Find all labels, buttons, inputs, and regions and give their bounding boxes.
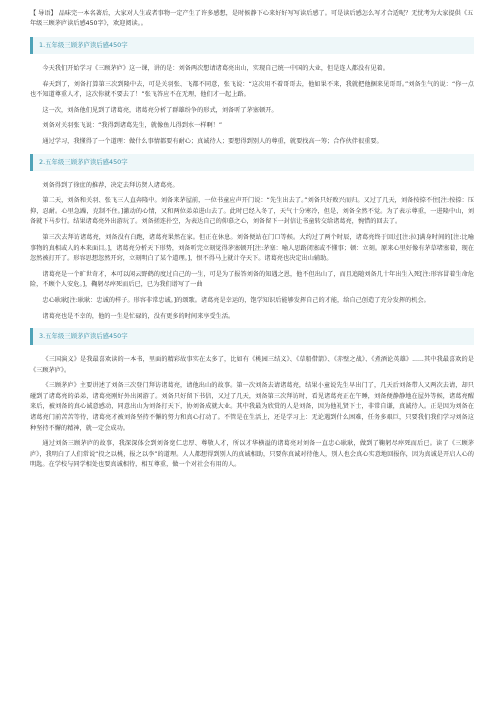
paragraph: 今天我们开始学习《三顾茅庐》这一课，讲的是：刘备两次想请诸葛亮出山，实现自己统一中国的大业，但是连人都没有见着。 — [42, 65, 389, 72]
paragraph: 春天到了，刘备打算第三次到隆中去，可是关羽张、飞都不同意，张飞说：“这次用不着哥哥去，他如果不来，我就把他捆来见哥哥。”刘备生气的说：“你一点也不知道尊重人才，这次你就不要去了！”张飞答应不在无理，他们才一起上路。 — [30, 80, 474, 99]
section-title: 1.五年级三顾茅庐读后感450字 — [30, 37, 474, 54]
paragraph: 忠心耿耿[注:耿耿：忠诚的样子。形容非常忠诚。]的颂歌。诸葛亮是幸运的，饱学知识后能够发挥自己的才能，给自己创造了充分发挥的机会。 — [42, 296, 430, 304]
section-title: 3.五年级三顾茅庐读后感450字 — [30, 328, 474, 345]
section-3 — [30, 328, 474, 471]
paragraph: 通过刘备三顾茅庐的故事，我深深体会到刘备宽仁忠厚、尊敬人才，所以才华横溢的诸葛亮对刘备一直忠心耿耿，做到了鞠躬尽瘁死而后已。读了《三顾茅庐》，我明白了人们常说“投之以桃，报之以李”的道理。人人都想得到别人的真诚相助，只要你真诚对待他人，别人也会真心实意地回报你，因为真诚是开启人心的明匙。在学校与同学相处也要真诚相待，相互尊重，做一个对社会有用的人。 — [30, 440, 474, 469]
paragraph: 通过学习，我懂得了一个道理：做什么事情都要有耐心；真诚待人；要想得到别人的尊重，就要找高一筹；合作伙伴很重要。 — [42, 137, 383, 145]
paragraph: 《三顾茅庐》主要讲述了刘备三次登门拜访诸葛亮，请他出山的故事。第一次刘备去请诸葛亮，结果小童说先生早出门了，几天后刘备带人又两次去请，却只碰到了诸葛亮的弟弟，诸葛亮刚好外出闲游了。刘备只好留下书信，又过了几天，刘备第三次拜访时，看见诸葛亮正在午睡，刘备便静静地在屋外等候，诸葛亮醒来后，被刘备的真心诚意感动，同意出山为刘备打天下，协刘备成就大业。其中我最为欣赏的人是刘备，因为他礼贤下士，非常自谦，真诚待人。正是因为刘备在诸葛亮门前苦苦等待，诸葛亮才被刘备坚持不懈的努力和真心打动了。不管是在生活上，还是学习上：无论遇到什么困难，任务多艰巨，只要我们我们学习刘备这种坚持不懈的精神，就一定会成功。 — [30, 382, 474, 432]
intro-guide: 【 导语】 品味完一本名著后，大家对人生或者事物一定产生了许多感想，是时候静下心来好好写写读后感了。可是读后感怎么写才合适呢？无忧考为大家提供《五年级三顾茅庐读后感450字》，欢迎阅读。。 — [30, 10, 474, 27]
paragraph: 刘备得到了徐庶的推荐，决定去拜访贤人诸葛亮。 — [42, 181, 179, 189]
paragraph: 刘备对关羽张飞说：“我得到诸葛先生，就像鱼儿得到水一样啊！” — [42, 122, 223, 130]
paragraph: 这一次，刘备他们见到了诸葛亮，诸葛亮分析了群雄纷争的形式，刘备听了茅塞顿开。 — [42, 106, 278, 114]
paragraph: 诸葛亮是一个旷世奇才，本可以闲云野鹤的度过自己的一生，可是为了报答刘备的知遇之恩，他不但出山了，而且追随刘备几十年出生入死[注:形容冒着生命危险，不顾个人安危。]，鞠躬尽瘁死而后已，已为我们谱写了一曲 — [30, 270, 474, 289]
paragraph: 诸葛亮也是不幸的，他的一生是忙碌的，没有更多的时间来享受生活。 — [42, 312, 235, 320]
section-title: 2.五年级三顾茅庐读后感450字 — [30, 154, 474, 171]
paragraph: 《三国演义》是我最喜欢读的一本书，里面的精彩故事实在太多了，比如有《桃园三结义》、《草船借箭》、《赤壁之战》、《煮酒论英雄》......其中我最喜欢的是《三顾茅庐》。 — [30, 356, 474, 374]
section-1 — [30, 37, 474, 148]
paragraph: 第三次去拜访诸葛亮，刘备没有白跑，诸葛亮果然在家。但正在休息。刘备便站在门口等候。大约过了两个时辰，诸葛亮终于回过[注:拉]满身时间的[注:比喻事物的真相或人的本来面目。]，诸葛亮分析天下形势，刘备听完立刻觉得茅塞顿开[注:茅塞：喻人思路闭塞或不懂事；顿：立刻。原来心里好像有茅草堵塞着，现在忽然被打开了。形容思想忽然开窍，立刻明白了某个道理。]，恨不得马上就计夺天下。诸葛亮也决定出山辅助。 — [30, 233, 474, 263]
paragraph: 第二天，刘备和关羽、张飞三人直奔隆中。刘备来茅屋前，一位书童应声开门说：“先生出去了。”刘备只好败兴而归。又过了几天，刘备按捺不住[注:按捺：压抑，忍耐。心里急躁，克制不住。]激动的心情，又和两位弟弟进山去了。此时已经入冬了，天气十分寒冷，但是，刘备全然不觉。为了表示尊重，一进隆中山，刘备就下马步行。结果诸葛亮外出游玩了。刘备搓连扑空，为表达自己的仰慕之心，刘备留下一封信让书童转交给诸葛亮，惋惜的回去了。 — [30, 197, 474, 226]
section-2 — [30, 154, 474, 323]
